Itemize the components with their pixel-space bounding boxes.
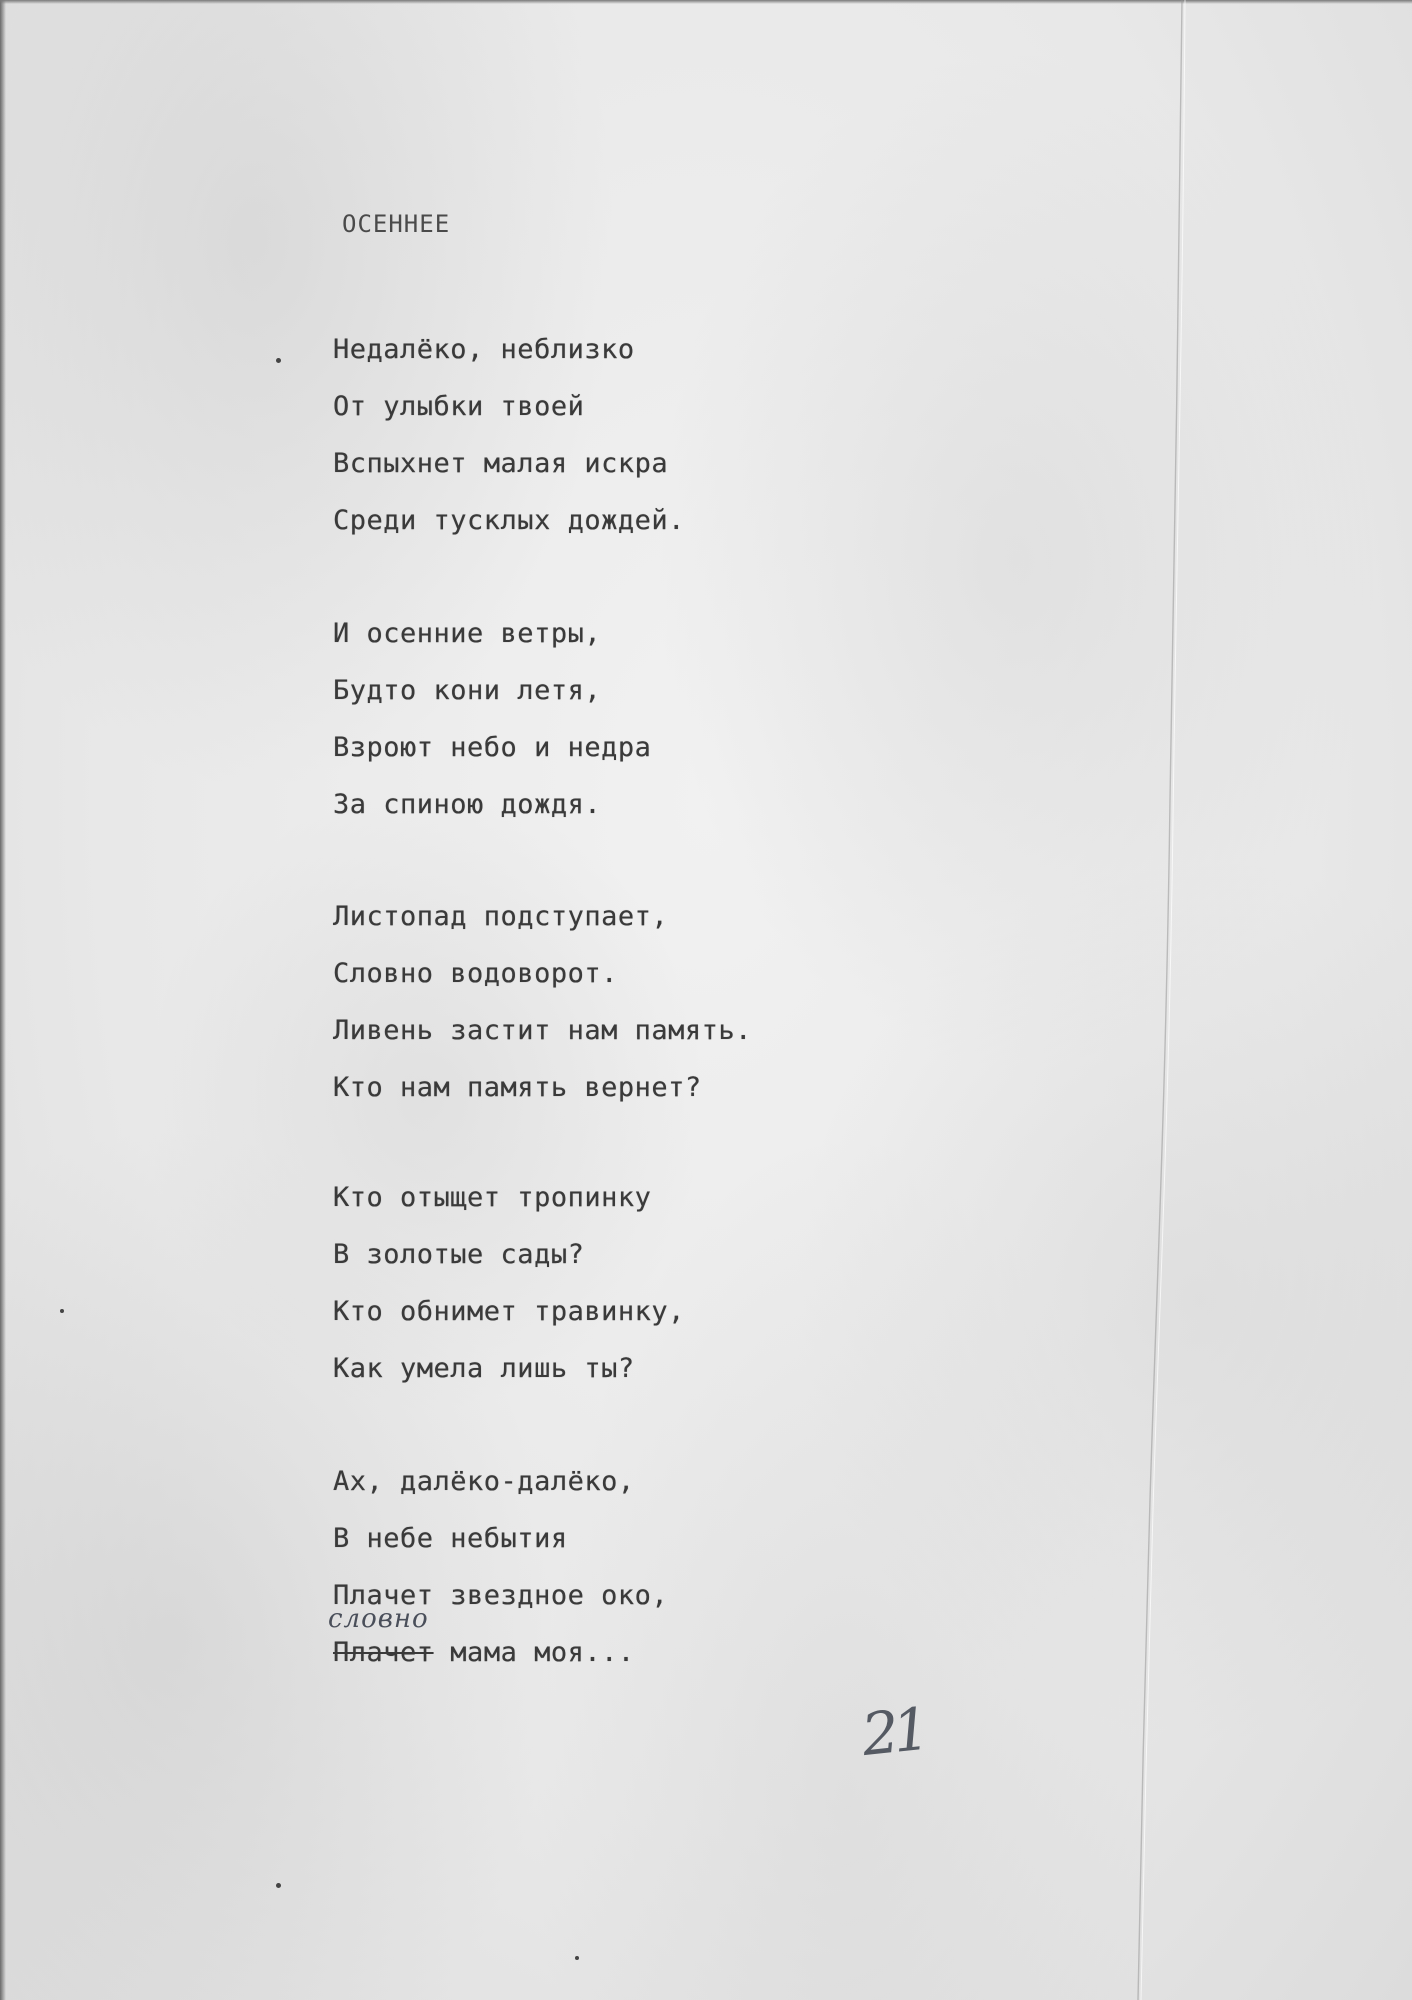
line-remainder: мама моя... — [433, 1637, 635, 1668]
ink-speck — [60, 1309, 64, 1313]
poem-line: В небе небытия — [333, 1523, 568, 1554]
stanza-5 — [333, 1453, 668, 1681]
stanza-1 — [333, 321, 685, 549]
stanza-4 — [333, 1169, 685, 1397]
poem-line: И осенние ветры, — [333, 618, 602, 649]
poem-line: В золотые сады? — [333, 1239, 585, 1270]
poem-line: Взроют небо и недра — [333, 732, 652, 763]
poem-line: Будто кони летя, — [333, 675, 602, 706]
poem-line: Как умела лишь ты? — [333, 1353, 635, 1384]
page-number: 21 — [858, 1694, 928, 1770]
handwritten-correction: словно — [328, 1604, 429, 1634]
poem-line: От улыбки твоей — [333, 391, 585, 422]
struck-word: Плачет — [333, 1637, 434, 1668]
sheet-top-edge — [0, 0, 1412, 4]
poem-title: ОСЕННЕЕ — [342, 210, 451, 238]
poem-line: Недалёко, неблизко — [333, 334, 635, 365]
stanza-2 — [333, 605, 651, 833]
poem-line: Ливень застит нам память. — [333, 1015, 752, 1046]
poem-line: Кто нам память вернет? — [333, 1072, 702, 1103]
poem-line: Ах, далёко-далёко, — [333, 1466, 635, 1497]
poem-line: Кто отыщет тропинку — [333, 1182, 652, 1213]
poem-line: За спиною дождя. — [333, 789, 602, 820]
ink-speck — [276, 1883, 281, 1888]
poem-line: Листопад подступает, — [333, 901, 669, 932]
sheet-left-edge — [0, 0, 6, 2000]
poem-line: Вспыхнет малая искра — [333, 448, 669, 479]
poem-line: Среди тусклых дождей. — [333, 505, 685, 536]
poem-line: Кто обнимет травинку, — [333, 1296, 685, 1327]
stanza-3 — [333, 888, 752, 1116]
ink-speck — [276, 358, 281, 363]
poem-line: Словно водоворот. — [333, 958, 618, 989]
poem-line: Плачет звездное око, — [333, 1580, 669, 1611]
paper-crease — [1130, 0, 1190, 2000]
ink-speck — [575, 1956, 579, 1960]
